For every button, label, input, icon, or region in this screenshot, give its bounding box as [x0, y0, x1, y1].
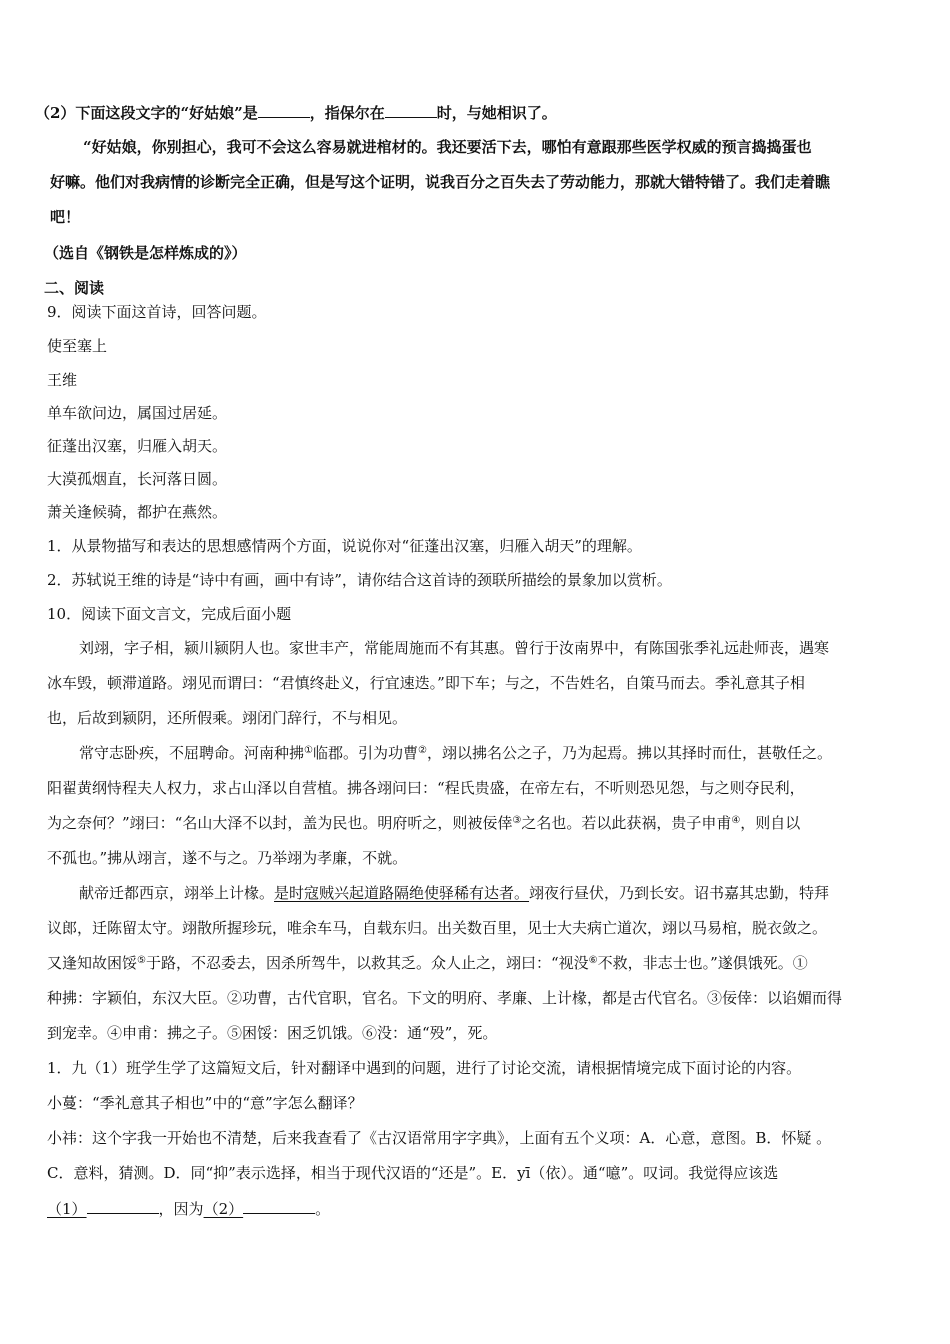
passage-text: 翊夜行昼伏，乃到长安。诏书嘉其忠勤，特拜: [529, 884, 830, 902]
passage-p2-line: 不孤也。”拂从翊言，遂不与之。乃举翊为孝廉，不就。: [47, 849, 408, 867]
passage-p2-line: [47, 813, 800, 833]
footnote-marker: ②: [418, 745, 427, 756]
footnote-marker: ⑥: [588, 955, 598, 966]
passage-text: 不救，非志士也。”遂俱饿死。①: [597, 954, 808, 972]
dialogue-xiaoman: 小蔓：“季礼意其子相也”中的“意”字怎么翻译？: [47, 1094, 363, 1112]
passage-p3-line: [79, 883, 829, 903]
passage-p3-line: 议郎，迁陈留太守。翊散所握珍玩，唯余车马，自载东归。出关数百里，见士大夫病亡道次，翊以马易棺，脱衣敛之。: [47, 919, 828, 937]
question-2-line: [35, 102, 557, 123]
question-2-text-a: （2）下面这段文字的“好姑娘”是: [35, 104, 258, 122]
question-9-prompt: 9．阅读下面这首诗，回答问题。: [47, 303, 267, 321]
quote-source: （选自《钢铁是怎样炼成的》）: [44, 244, 247, 262]
poem-line: 单车欲问边，属国过居延。: [47, 404, 228, 422]
poem-title: 使至塞上: [47, 337, 108, 355]
answer-blank-1[interactable]: [258, 102, 310, 118]
underlined-sentence: 是时寇贼兴起道路隔绝使驿稀有达者。: [274, 884, 530, 902]
fill-text: 。: [315, 1200, 331, 1218]
passage-p1-line: 也，后故到颍阴，还所假乘。翊闭门辞行，不与相见。: [47, 709, 408, 727]
passage-text: 临郡。引为功曹: [312, 744, 418, 762]
passage-text: 于路，不忍委去，因杀所驾牛，以救其乏。众人止之，翊曰：“视没: [145, 954, 589, 972]
question-10-prompt: 10．阅读下面文言文，完成后面小题: [47, 605, 292, 623]
poem-author: 王维: [47, 371, 78, 389]
fill-text: ，因为: [158, 1200, 204, 1218]
question-2-text-c: 时，与她相识了。: [436, 104, 557, 122]
passage-text: ，则自以: [740, 814, 801, 832]
fill-in-line: [47, 1198, 330, 1219]
passage-text: 献帝迁都西京，翊举上计椽。: [79, 884, 275, 902]
quote-line-2: 好嘛。他们对我病情的诊断完全正确，但是写这个证明，说我百分之百失去了劳动能力，那就大错特错了。我们走着瞧: [50, 173, 831, 191]
question-9-sub-2: 2．苏轼说王维的诗是“诗中有画，画中有诗”，请你结合这首诗的颈联所描绘的景象加以赏析。: [47, 571, 672, 589]
question-9-sub-1: 1．从景物描写和表达的思想感情两个方面，说说你对“征蓬出汉塞，归雁入胡天”的理解。: [47, 537, 642, 555]
question-10-sub-1: 1．九（1）班学生学了这篇短文后，针对翻译中遇到的问题，进行了讨论交流，请根据情境完成下面讨论的内容。: [47, 1059, 802, 1077]
footnotes-line: 到宠幸。④申甫：拂之子。⑤困馁：困乏饥饿。⑥没：通“殁”，死。: [47, 1024, 498, 1042]
answer-blank-3[interactable]: [87, 1198, 159, 1214]
quote-line-1: “好姑娘，你别担心，我可不会这么容易就进棺材的。我还要活下去，哪怕有意跟那些医学权威的预言捣捣蛋也: [83, 138, 812, 156]
passage-p2-line: [79, 743, 832, 763]
footnote-marker: ③: [512, 815, 522, 826]
question-2-text-b: ，指保尔在: [309, 104, 385, 122]
poem-line: 大漠孤烟直，长河落日圆。: [47, 470, 228, 488]
fill-label-1: （1）: [47, 1200, 87, 1218]
answer-blank-4[interactable]: [243, 1198, 315, 1214]
poem-line: 征蓬出汉塞，归雁入胡天。: [47, 437, 228, 455]
passage-p1-line: 刘翊，字子相，颍川颍阴人也。家世丰产，常能周施而不有其惠。曾行于汝南界中，有陈国张季礼远赴师丧，遇寒: [79, 639, 830, 657]
passage-p3-line: [47, 953, 808, 973]
passage-text: 常守志卧疾，不屈聘命。河南种拂: [79, 744, 305, 762]
footnotes-line: 种拂：字颖伯，东汉大臣。②功曹，古代官职，官名。下文的明府、孝廉、上计椽，都是古代官名。③佞倖：以谄媚而得: [47, 989, 843, 1007]
passage-p2-line: 阳翟黄纲恃程夫人权力，求占山泽以自营植。拂各翊问曰：“程氏贵盛，在帝左右，不听则恐见怨，与之则夺民利，: [47, 779, 805, 797]
footnote-marker: ⑤: [137, 955, 146, 966]
passage-p1-line: 冰车毁，顿滞道路。翊见而谓曰：“君慎终赴义，行宜速迭。”即下车；与之，不告姓名，自策马而去。季礼意其子相: [47, 674, 805, 692]
passage-text: 之名也。若以此获祸，贵子申甫: [521, 814, 732, 832]
fill-label-2: （2）: [203, 1200, 244, 1218]
passage-text: 为之奈何？”翊曰：“名山大泽不以封，盖为民也。明府听之，则被佞倖: [47, 814, 513, 832]
passage-text: ，翊以拂名公之子，乃为起焉。拂以其择时而仕，甚敬任之。: [426, 744, 832, 762]
dialogue-xiaowei-2: C．意料，猜测。D．同“抑”表示选择，相当于现代汉语的“还是”。E．yī（依）。通“噫”。叹词。我觉得应该选: [47, 1164, 779, 1182]
footnote-marker: ④: [731, 815, 741, 826]
section-title: 二、阅读: [44, 279, 105, 297]
footnote-marker: ①: [304, 745, 313, 756]
passage-text: 又逢知故困馁: [47, 954, 138, 972]
poem-line: 萧关逢候骑，都护在燕然。: [47, 503, 228, 521]
dialogue-xiaowei-1: 小祎：这个字我一开始也不清楚，后来我查看了《古汉语常用字字典》，上面有五个义项：A．心意，意图。B．怀疑 。: [47, 1129, 832, 1147]
quote-line-3: 吧！: [50, 208, 81, 226]
answer-blank-2[interactable]: [385, 102, 437, 118]
